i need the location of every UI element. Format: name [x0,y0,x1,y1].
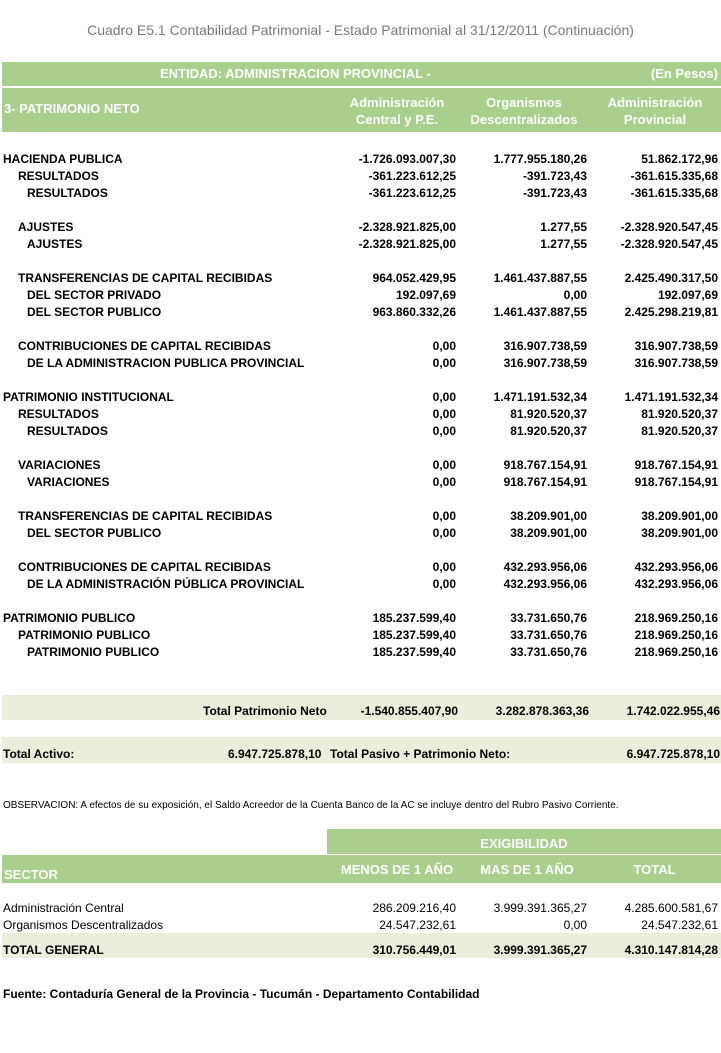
value-provincial: -2.328.920.547,45 [620,220,718,234]
total-patrimonio-neto-row [2,695,721,720]
table-row [0,507,721,524]
source-note: Fuente: Contaduría General de la Provincia - Tucumán - Departamento Contabilidad [3,987,480,1001]
total-header: TOTAL [633,862,676,877]
row-label: AJUSTES [27,237,83,251]
column-header [2,88,721,132]
table-row [0,626,721,643]
value-central: 0,00 [432,509,456,523]
table-row [0,286,721,303]
exigibilidad-title: EXIGIBILIDAD [480,836,568,851]
value-provincial: -361.615.335,68 [630,169,718,183]
row-label: TRANSFERENCIAS DE CAPITAL RECIBIDAS [18,271,273,285]
row-label: RESULTADOS [27,186,108,200]
value-provincial: 51.862.172,96 [641,152,718,166]
entity-label: ENTIDAD: ADMINISTRACION PROVINCIAL - [160,66,431,81]
value-provincial: 432.293.956,06 [634,577,718,591]
value-provincial: 218.969.250,16 [634,645,718,659]
row-label: PATRIMONIO PUBLICO [3,611,136,625]
row-label: RESULTADOS [18,407,99,421]
row-label: DEL SECTOR PRIVADO [27,288,162,302]
value-provincial: -361.615.335,68 [630,186,718,200]
value-central: 0,00 [432,526,456,540]
value-central: -1.726.093.007,30 [358,152,456,166]
value-provincial: 2.425.490.317,50 [624,271,718,285]
value-organismos: 1.461.437.887,55 [493,305,587,319]
table-row [0,405,721,422]
value-organismos: 1.461.437.887,55 [493,271,587,285]
value-organismos: 432.293.956,06 [503,560,587,574]
total-pn-central: -1.540.855.407,90 [360,704,458,718]
value-provincial: 316.907.738,59 [634,339,718,353]
table-row [0,456,721,473]
value-central: 0,00 [432,407,456,421]
menos-1-anio-header: MENOS DE 1 AÑO [340,862,454,877]
value-central: 964.052.429,95 [372,271,456,285]
observacion-note: OBSERVACION: A efectos de su exposición, el Saldo Acreedor de la Cuenta Banco de la AC se incluye dentro del Rubro Pasivo Corriente. [3,800,619,811]
total-general-menos: 310.756.449,01 [372,943,456,957]
table-row [0,218,721,235]
total-activo-label: Total Activo: [3,747,75,761]
total-activo-value: 6.947.725.878,10 [228,747,322,761]
menos-1-anio-value: 24.547.232,61 [379,918,456,932]
value-organismos: 81.920.520,37 [510,407,587,421]
total-value: 4.285.600.581,67 [624,901,718,915]
total-value: 24.547.232,61 [641,918,718,932]
sector-header: SECTOR [4,867,58,882]
value-central: 0,00 [432,356,456,370]
total-pasivo-value: 6.947.725.878,10 [626,747,720,761]
mas-1-anio-value: 0,00 [563,918,587,932]
row-label: VARIACIONES [27,475,110,489]
row-label: PATRIMONIO INSTITUCIONAL [3,390,174,404]
row-label: RESULTADOS [27,424,108,438]
value-provincial: 432.293.956,06 [634,560,718,574]
value-provincial: 81.920.520,37 [641,407,718,421]
table-row [0,524,721,541]
value-organismos: 316.907.738,59 [503,356,587,370]
table-row [0,150,721,167]
page-title: Cuadro E5.1 Contabilidad Patrimonial - Estado Patrimonial al 31/12/2011 (Continuación) [87,22,634,38]
total-pasivo-label: Total Pasivo + Patrimonio Neto: [330,747,511,761]
value-organismos: 33.731.650,76 [510,645,587,659]
exigibilidad-row [0,899,721,916]
value-central: 0,00 [432,339,456,353]
value-organismos: 316.907.738,59 [503,339,587,353]
total-general-total: 4.310.147.814,28 [624,943,718,957]
value-provincial: 918.767.154,91 [634,458,718,472]
value-provincial: 81.920.520,37 [641,424,718,438]
table-row [0,558,721,575]
value-provincial: 38.209.901,00 [641,509,718,523]
total-pn-organismos: 3.282.878.363,36 [495,704,589,718]
table-row [0,575,721,592]
row-label: AJUSTES [18,220,74,234]
column-header-organismos: Organismos Descentralizados [470,95,578,127]
value-provincial: 1.471.191.532,34 [624,390,718,404]
value-organismos: 918.767.154,91 [503,475,587,489]
value-central: -361.223.612,25 [368,186,456,200]
value-central: 0,00 [432,424,456,438]
exigibilidad-row [0,916,721,933]
table-row [0,473,721,490]
exigibilidad-header [327,829,721,855]
value-provincial: 316.907.738,59 [634,356,718,370]
table-row [0,354,721,371]
value-provincial: 192.097,69 [657,288,718,302]
row-label: TRANSFERENCIAS DE CAPITAL RECIBIDAS [18,509,273,523]
table-row [0,303,721,320]
value-central: 0,00 [432,458,456,472]
table-row [0,269,721,286]
sector-label: Organismos Descentralizados [3,918,164,932]
value-provincial: -2.328.920.547,45 [620,237,718,251]
section-title: 3- PATRIMONIO NETO [4,101,140,116]
row-label: VARIACIONES [18,458,101,472]
value-provincial: 218.969.250,16 [634,628,718,642]
column-header-central: Administración Central y P.E. [349,95,445,127]
exigibilidad-column-header [2,855,721,883]
mas-1-anio-header: MAS DE 1 AÑO [480,862,574,877]
value-provincial: 918.767.154,91 [634,475,718,489]
value-central: 963.860.332,26 [372,305,456,319]
row-label: CONTRIBUCIONES DE CAPITAL RECIBIDAS [18,339,271,353]
value-organismos: 0,00 [563,288,587,302]
column-header-provincial: Administración Provincial [607,95,703,127]
sector-label: Administración Central [3,901,124,915]
row-label: DEL SECTOR PUBLICO [27,526,162,540]
total-pn-provincial: 1.742.022.955,46 [626,704,720,718]
table-row [0,643,721,660]
table-row [0,388,721,405]
table-row [0,167,721,184]
value-provincial: 2.425.298.219,81 [624,305,718,319]
total-activo-row [2,737,721,763]
value-organismos: 1.277,55 [540,237,587,251]
value-provincial: 218.969.250,16 [634,611,718,625]
total-general-label: TOTAL GENERAL [3,943,104,957]
row-label: DE LA ADMINISTRACIÓN PÚBLICA PROVINCIAL [27,577,305,591]
value-organismos: 1.277,55 [540,220,587,234]
value-central: 0,00 [432,390,456,404]
row-label: HACIENDA PUBLICA [3,152,123,166]
value-central: 0,00 [432,475,456,489]
value-organismos: 1.777.955.180,26 [493,152,587,166]
entity-header [2,62,721,86]
value-provincial: 38.209.901,00 [641,526,718,540]
row-label: DEL SECTOR PUBLICO [27,305,162,319]
value-organismos: 33.731.650,76 [510,628,587,642]
value-central: 185.237.599,40 [372,611,456,625]
value-organismos: 81.920.520,37 [510,424,587,438]
value-organismos: -391.723,43 [522,186,587,200]
total-pn-label: Total Patrimonio Neto [203,704,327,718]
row-label: DE LA ADMINISTRACION PUBLICA PROVINCIAL [27,356,305,370]
table-row [0,609,721,626]
value-organismos: 33.731.650,76 [510,611,587,625]
total-general-row [0,941,721,958]
menos-1-anio-value: 286.209.216,40 [372,901,456,915]
value-central: -2.328.921.825,00 [358,237,456,251]
table-row [0,337,721,354]
value-organismos: 38.209.901,00 [510,526,587,540]
value-central: 0,00 [432,560,456,574]
value-organismos: 918.767.154,91 [503,458,587,472]
value-organismos: 1.471.191.532,34 [493,390,587,404]
row-label: CONTRIBUCIONES DE CAPITAL RECIBIDAS [18,560,271,574]
row-label: PATRIMONIO PUBLICO [27,645,160,659]
row-label: RESULTADOS [18,169,99,183]
mas-1-anio-value: 3.999.391.365,27 [493,901,587,915]
value-central: -361.223.612,25 [368,169,456,183]
table-row [0,235,721,252]
value-organismos: 38.209.901,00 [510,509,587,523]
row-label: PATRIMONIO PUBLICO [18,628,151,642]
table-row [0,184,721,201]
value-central: 185.237.599,40 [372,645,456,659]
total-general-mas: 3.999.391.365,27 [493,943,587,957]
value-central: 0,00 [432,577,456,591]
value-organismos: -391.723,43 [522,169,587,183]
header-divider [327,854,721,855]
value-central: 192.097,69 [395,288,456,302]
value-central: 185.237.599,40 [372,628,456,642]
value-central: -2.328.921.825,00 [358,220,456,234]
value-organismos: 432.293.956,06 [503,577,587,591]
currency-label: (En Pesos) [650,66,718,81]
table-row [0,422,721,439]
